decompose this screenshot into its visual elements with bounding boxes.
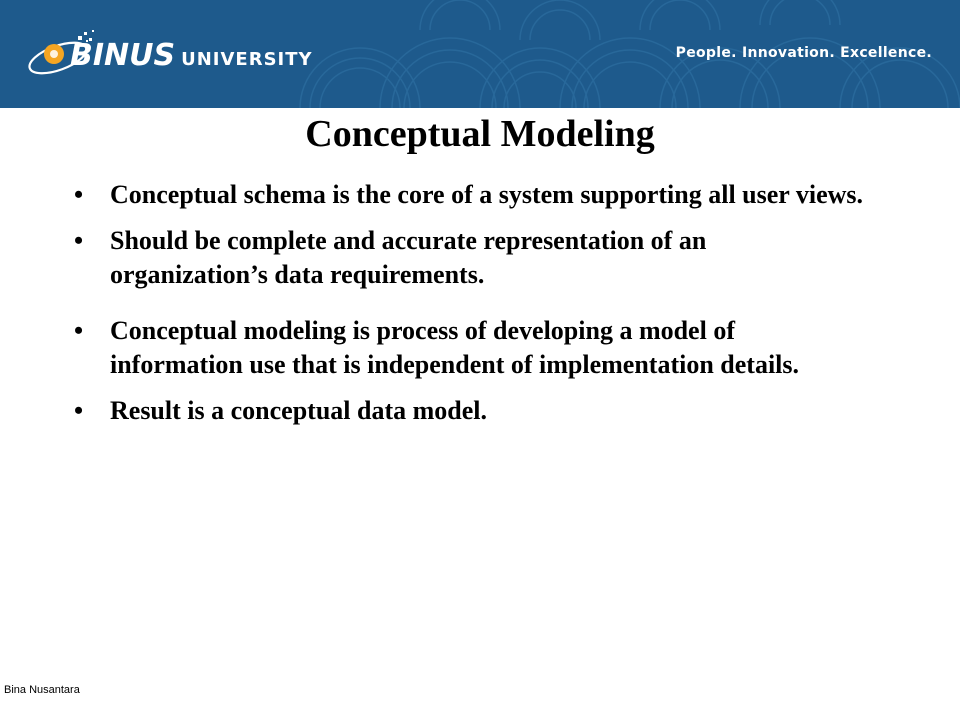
bullet-item [74,314,864,382]
brand-wordmark [70,38,313,73]
bullet-text: Conceptual modeling is process of developing a model of information use that is independent of implementation details. [110,316,800,379]
header-banner [0,0,960,108]
bullet-text: Should be complete and accurate representation of an organization’s data requirements. [110,226,707,289]
brand-main: BINUS [70,38,176,73]
bullet-icon: • [74,316,84,345]
bullet-icon: • [74,396,84,425]
bullet-list [74,178,864,428]
brand-secondary: UNIVERSITY [181,49,313,70]
tagline: People. Innovation. Excellence. [675,45,932,61]
bullet-item [74,394,864,428]
bullet-text: Conceptual schema is the core of a system supporting all user views. [110,180,864,209]
footer-text: Bina Nusantara [4,684,80,696]
slide-title: Conceptual Modeling [305,113,655,155]
bullet-item [74,224,864,292]
bullet-icon: • [74,226,84,255]
bullet-item [74,178,864,212]
bullet-icon: • [74,180,84,209]
bullet-text: Result is a conceptual data model. [110,396,487,425]
